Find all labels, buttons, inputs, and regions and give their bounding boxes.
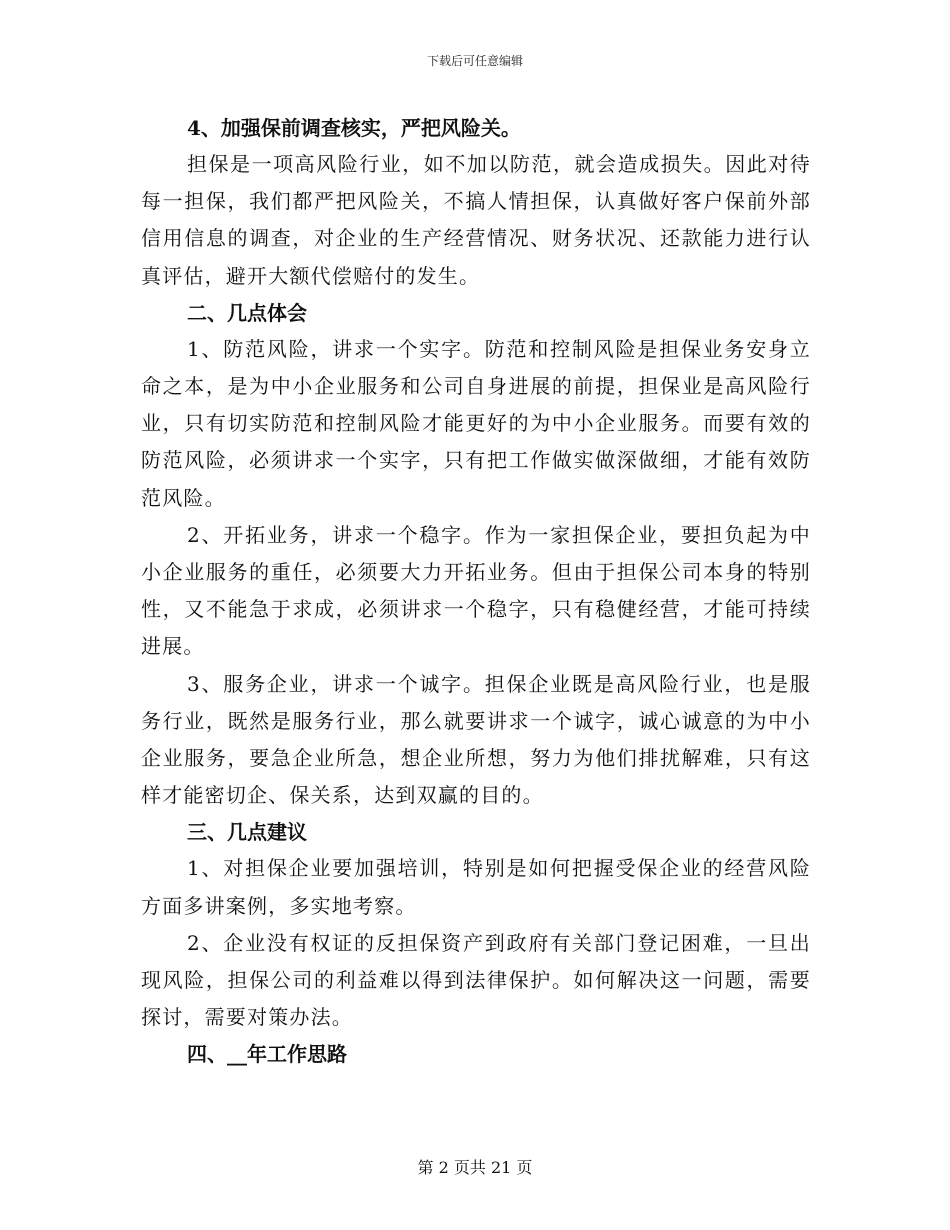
- paragraph: 1、防范风险，讲求一个实字。防范和控制风险是担保业务安身立命之本，是为中小企业服务和公司自身进展的前提，担保业是高风险行业，只有切实防范和控制风险才能更好的为中小企业服务。而要有效的防范风险，必须讲求一个实字，只有把工作做实做深做细，才能有效防范风险。: [141, 336, 811, 510]
- paragraph: 2、开拓业务，讲求一个稳字。作为一家担保企业，要担负起为中小企业服务的重任，必须要大力开拓业务。但由于担保公司本身的特别性，又不能急于求成，必须讲求一个稳字，只有稳健经营，才能可持续进展。: [141, 522, 811, 659]
- page-number: 第 2 页共 21 页: [417, 1158, 533, 1177]
- section-heading: 二、几点体会: [187, 300, 307, 325]
- section-heading: 三、几点建议: [187, 820, 307, 845]
- paragraph: 2、企业没有权证的反担保资产到政府有关部门登记困难，一旦出现风险，担保公司的利益难以得到法律保护。如何解决这一问题，需要探讨，需要对策办法。: [141, 930, 811, 1030]
- paragraph: 担保是一项高风险行业，如不加以防范，就会造成损失。因此对待每一担保，我们都严把风险关，不搞人情担保，认真做好客户保前外部信用信息的调查，对企业的生产经营情况、财务状况、还款能力进行认真评估，避开大额代偿赔付的发生。: [141, 152, 811, 288]
- paragraph: 1、对担保企业要加强培训，特别是如何把握受保企业的经营风险方面多讲案例，多实地考察。: [141, 856, 811, 918]
- page-header: 下载后可任意编辑: [426, 54, 523, 68]
- section-heading: 四、__年工作思路: [187, 1042, 347, 1067]
- section-heading: 4、加强保前调查核实，严把风险关。: [187, 116, 521, 140]
- document-body: [141, 110, 811, 1072]
- paragraph: 3、服务企业，讲求一个诚字。担保企业既是高风险行业，也是服务行业，既然是服务行业，那么就要讲求一个诚字，诚心诚意的为中小企业服务，要急企业所急，想企业所想，努力为他们排扰解难，只有这样才能密切企、保关系，达到双赢的目的。: [141, 671, 811, 808]
